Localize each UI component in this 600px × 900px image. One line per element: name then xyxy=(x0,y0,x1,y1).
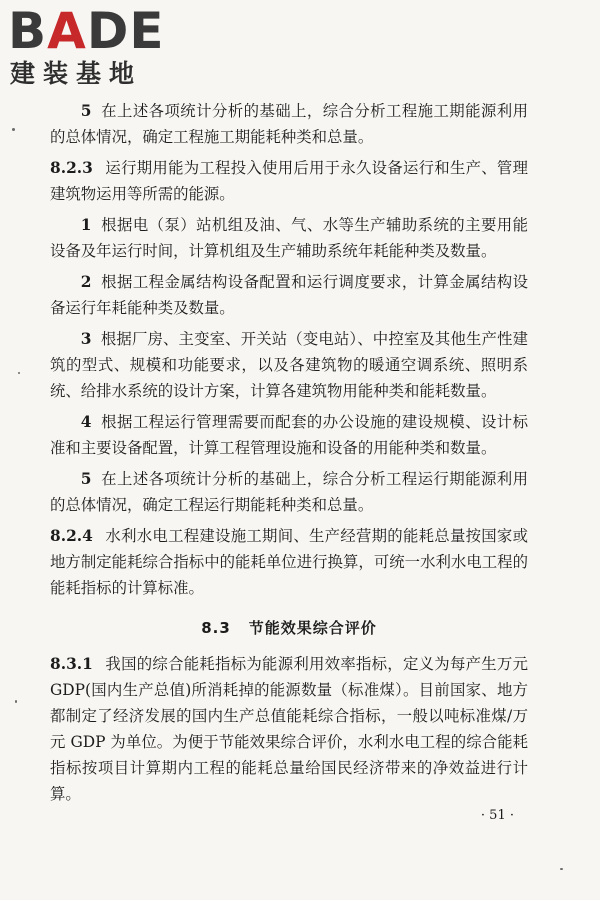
section-heading-8-3 xyxy=(50,615,528,641)
section-title-text: 节能效果综合评价 xyxy=(248,619,377,637)
clause-number: 8.3.1 xyxy=(50,655,93,673)
watermark-chinese-text: 建装基地 xyxy=(10,59,143,88)
paragraph-item-3 xyxy=(50,326,528,404)
watermark-latin-accent: A xyxy=(47,2,87,60)
paragraph-item-5-operation xyxy=(50,466,528,518)
paragraph-text: 根据工程金属结构设备配置和运行调度要求，计算金属结构设备运行年耗能种类及数量。 xyxy=(50,273,528,317)
watermark-latin-prefix: B xyxy=(8,2,48,60)
paragraph-text: 水利水电工程建设施工期间、生产经营期的能耗总量按国家或地方制定能耗综合指标中的能耗单位进行换算，可统一水利水电工程的能耗指标的计算标准。 xyxy=(50,527,528,597)
item-number: 4 xyxy=(80,413,92,431)
item-number: 1 xyxy=(80,216,92,234)
scan-speck xyxy=(15,700,17,703)
document-body xyxy=(50,98,528,812)
paragraph-text: 根据工程运行管理需要而配套的办公设施的建设规模、设计标准和主要设备配置，计算工程管理设施和设备的用能种类和数量。 xyxy=(50,413,528,457)
paragraph-text: 在上述各项统计分析的基础上，综合分析工程运行期能源利用的总体情况，确定工程运行期能耗种类和总量。 xyxy=(50,470,528,514)
section-number: 8.3 xyxy=(201,619,231,637)
paragraph-item-1 xyxy=(50,212,528,264)
paragraph-item-2 xyxy=(50,269,528,321)
clause-8-2-3 xyxy=(50,155,528,207)
paragraph-item-4 xyxy=(50,409,528,461)
watermark-latin-text xyxy=(8,4,165,58)
clause-8-3-1 xyxy=(50,651,528,807)
paragraph-text: 根据厂房、主变室、开关站（变电站）、中控室及其他生产性建筑的型式、规模和功能要求，以及各建筑物的暖通空调系统、照明系统、给排水系统的设计方案，计算各建筑物用能种类和能耗数量。 xyxy=(50,330,528,400)
scan-speck xyxy=(560,868,563,870)
paragraph-item-5-construction xyxy=(50,98,528,150)
paragraph-text: 我国的综合能耗指标为能源利用效率指标，定义为每产生万元 GDP(国内生产总值)所消耗掉的能源数量（标准煤）。目前国家、地方都制定了经济发展的国内生产总值能耗综合指标，一般以吨标准煤/万元 GDP 为单位。为便于节能效果综合评价，水利水电工程的综合能耗指标按项目计算期内工程的能耗总量给国民经济带来的净效益进行计算。 xyxy=(50,655,528,803)
item-number: 2 xyxy=(80,273,92,291)
scan-speck xyxy=(12,128,15,131)
clause-8-2-4 xyxy=(50,523,528,601)
item-number: 5 xyxy=(80,102,92,120)
watermark-latin-suffix: DE xyxy=(86,2,165,60)
clause-number: 8.2.3 xyxy=(50,159,93,177)
paragraph-text: 在上述各项统计分析的基础上，综合分析工程施工期能源利用的总体情况，确定工程施工期能耗种类和总量。 xyxy=(50,102,528,146)
scan-speck xyxy=(18,372,20,374)
page-number: · 51 · xyxy=(480,808,514,823)
paragraph-text: 运行期用能为工程投入使用后用于永久设备运行和生产、管理建筑物运用等所需的能源。 xyxy=(50,159,528,203)
clause-number: 8.2.4 xyxy=(50,527,93,545)
item-number: 3 xyxy=(80,330,92,348)
paragraph-text: 根据电（泵）站机组及油、气、水等生产辅助系统的主要用能设备及年运行时间，计算机组及生产辅助系统年耗能种类及数量。 xyxy=(50,216,528,260)
bade-watermark-logo xyxy=(8,4,178,90)
item-number: 5 xyxy=(80,470,92,488)
